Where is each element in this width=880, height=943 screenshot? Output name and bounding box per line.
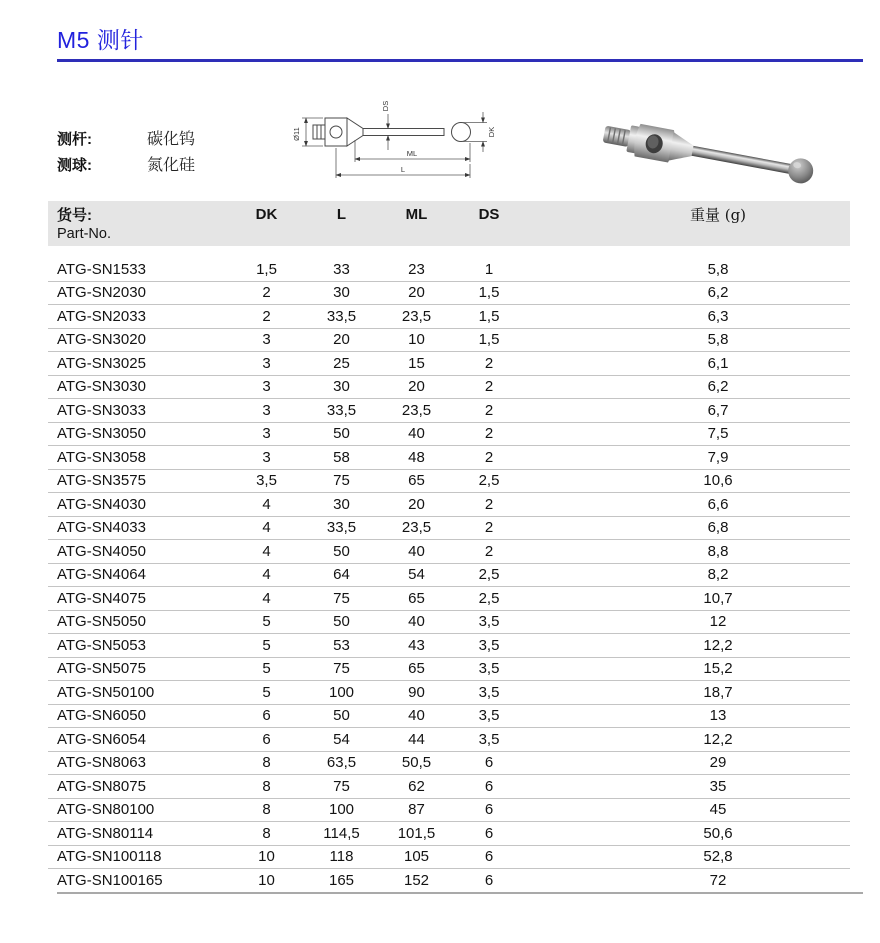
weight-cell: 6,8 [707,519,729,537]
ds-cell: 6 [484,777,494,795]
ds-cell: 3,5 [478,683,500,701]
l-cell: 75 [333,660,350,678]
table-bottom-rule [57,892,863,894]
ml-cell: 54 [408,566,425,584]
ds-cell: 6 [484,872,494,890]
ml-cell: 20 [408,284,425,302]
table-row [48,728,850,752]
weight-cell: 6,2 [707,284,729,302]
weight-cell: 18,7 [703,683,733,701]
ds-cell: 2,5 [478,472,500,490]
dk-cell: 3 [262,425,271,443]
material-specs [57,126,195,178]
part-number-cell: ATG-SN8075 [57,777,146,795]
ds-cell: 2,5 [478,589,500,607]
col-dk: DK [255,206,278,223]
weight-cell: 7,5 [707,425,729,443]
col-part-en: Part-No. [57,225,111,242]
stylus-dimension-drawing [291,88,513,198]
part-number-cell: ATG-SN50100 [57,683,155,701]
table-header-line1 [48,205,850,224]
weight-cell: 6,6 [707,495,729,513]
table-row [48,540,850,564]
l-cell: 75 [333,777,350,795]
part-number-cell: ATG-SN3058 [57,448,146,466]
ds-cell: 1,5 [478,284,500,302]
part-number-cell: ATG-SN80114 [57,824,154,842]
dk-cell: 2 [262,307,271,325]
part-number-cell: ATG-SN6050 [57,707,146,725]
table-row [48,869,850,893]
l-cell: 118 [329,848,354,866]
ds-cell: 2 [484,519,494,537]
ds-cell: 3,5 [478,730,500,748]
shaft-label: 测杆: [57,131,92,148]
ds-cell: 1,5 [478,307,500,325]
l-cell: 114,5 [323,824,360,842]
ds-cell: 2 [484,378,494,396]
part-number-cell: ATG-SN3033 [57,401,146,419]
ds-cell: 6 [484,801,494,819]
dim-l-label: L [400,165,406,174]
table-row [48,846,850,870]
l-cell: 50 [333,613,350,631]
table-row [48,705,850,729]
l-cell: 64 [333,566,350,584]
l-cell: 33,5 [326,307,357,325]
weight-cell: 10,6 [703,472,733,490]
weight-cell: 8,8 [707,542,729,560]
l-cell: 75 [333,472,350,490]
l-cell: 165 [328,872,355,890]
part-number-cell: ATG-SN3050 [57,425,146,443]
dk-cell: 4 [262,589,271,607]
dk-cell: 2 [262,284,271,302]
spec-table-body [48,258,850,893]
weight-cell: 12 [709,613,727,631]
title-underline [57,59,863,62]
dk-cell: 6 [262,707,271,725]
dk-cell: 5 [262,660,271,678]
part-number-cell: ATG-SN5053 [57,636,146,654]
page-title: M5 测针 [57,27,144,53]
ml-cell: 20 [408,378,425,396]
ds-cell: 1 [484,260,494,278]
weight-cell: 10,7 [703,589,733,607]
dk-cell: 3 [262,448,271,466]
ml-cell: 40 [408,425,425,443]
dk-cell: 4 [262,519,271,537]
table-row [48,775,850,799]
ml-cell: 23,5 [401,307,432,325]
table-row [48,634,850,658]
part-number-cell: ATG-SN3030 [57,378,146,396]
dk-cell: 10 [258,872,275,890]
ml-cell: 40 [408,613,425,631]
ds-cell: 2 [484,542,494,560]
dk-cell: 3 [262,401,271,419]
part-number-cell: ATG-SN4064 [57,566,146,584]
ds-cell: 2 [484,401,494,419]
ml-cell: 23,5 [401,519,432,537]
l-cell: 25 [333,354,350,372]
weight-cell: 6,1 [707,354,729,372]
ml-cell: 152 [403,872,430,890]
weight-cell: 8,2 [707,566,729,584]
ml-cell: 87 [408,801,425,819]
ball-label: 测球: [57,157,92,174]
table-row [48,423,850,447]
weight-cell: 12,2 [703,730,733,748]
ml-cell: 44 [408,730,425,748]
part-number-cell: ATG-SN5050 [57,613,146,631]
weight-cell: 29 [709,754,727,772]
table-row [48,352,850,376]
table-header [48,201,850,246]
part-number-cell: ATG-SN4050 [57,542,146,560]
table-row [48,493,850,517]
ml-cell: 43 [408,636,425,654]
table-row [48,681,850,705]
table-row [48,564,850,588]
ds-cell: 2 [484,425,494,443]
dk-cell: 5 [262,613,271,631]
table-row [48,822,850,846]
part-number-cell: ATG-SN2030 [57,284,146,302]
dk-cell: 8 [262,801,271,819]
part-number-cell: ATG-SN5075 [57,660,146,678]
dk-cell: 8 [262,754,271,772]
l-cell: 33,5 [326,401,357,419]
table-row [48,799,850,823]
spec-row-ball [57,152,195,178]
l-cell: 53 [333,636,350,654]
weight-cell: 12,2 [703,636,733,654]
part-number-cell: ATG-SN4075 [57,589,146,607]
weight-cell: 5,8 [707,260,729,278]
part-number-cell: ATG-SN4033 [57,519,146,537]
ml-cell: 65 [408,472,425,490]
dim-ds-label: DS [381,100,390,112]
dk-cell: 8 [262,777,271,795]
dk-cell: 5 [262,636,271,654]
ds-cell: 2,5 [478,566,500,584]
dim-ml-label: ML [406,149,418,158]
l-cell: 50 [333,425,350,443]
ds-cell: 3,5 [478,707,500,725]
dim-dk-label: DK [487,126,496,138]
l-cell: 50 [333,707,350,725]
part-number-cell: ATG-SN100118 [57,848,162,866]
table-row [48,446,850,470]
weight-cell: 6,7 [707,401,729,419]
ml-cell: 50,5 [401,754,432,772]
part-number-cell: ATG-SN3575 [57,472,146,490]
table-row [48,282,850,306]
weight-cell: 50,6 [703,824,733,842]
ml-cell: 15 [408,354,425,372]
part-number-cell: ATG-SN4030 [57,495,146,513]
ds-cell: 6 [484,824,494,842]
ml-cell: 23,5 [401,401,432,419]
col-ds: DS [478,206,500,223]
l-cell: 63,5 [326,754,357,772]
weight-cell: 52,8 [703,848,733,866]
part-number-cell: ATG-SN8063 [57,754,146,772]
part-number-cell: ATG-SN3025 [57,354,146,372]
ml-cell: 65 [408,660,425,678]
ds-cell: 2 [484,448,494,466]
l-cell: 30 [333,284,350,302]
ml-cell: 40 [408,707,425,725]
weight-cell: 15,2 [703,660,733,678]
ml-cell: 62 [408,777,425,795]
ml-cell: 23 [408,260,425,278]
dk-cell: 4 [262,566,271,584]
table-row [48,329,850,353]
dk-cell: 4 [262,542,271,560]
weight-cell: 45 [709,801,727,819]
ml-cell: 10 [408,331,425,349]
part-number-cell: ATG-SN100165 [57,872,163,890]
weight-cell: 6,2 [707,378,729,396]
ball-value: 氮化硅 [147,155,196,174]
weight-cell: 6,3 [707,307,729,325]
ml-cell: 65 [408,589,425,607]
table-row [48,470,850,494]
weight-cell: 35 [709,777,727,795]
table-row [48,587,850,611]
ds-cell: 1,5 [478,331,500,349]
table-row [48,517,850,541]
ml-cell: 101,5 [397,824,436,842]
l-cell: 58 [333,448,350,466]
ml-cell: 90 [408,683,425,701]
dk-cell: 3 [262,378,271,396]
part-number-cell: ATG-SN6054 [57,730,146,748]
l-cell: 100 [328,683,355,701]
dk-cell: 8 [262,824,271,842]
table-row [48,305,850,329]
part-number-cell: ATG-SN3020 [57,331,146,349]
l-cell: 50 [333,542,350,560]
col-ml: ML [405,206,428,223]
ml-cell: 48 [408,448,425,466]
l-cell: 33 [333,260,350,278]
shaft-value: 碳化钨 [147,129,196,148]
l-cell: 75 [333,589,350,607]
dk-cell: 6 [262,730,271,748]
ds-cell: 3,5 [478,636,500,654]
l-cell: 54 [333,730,350,748]
ds-cell: 6 [484,754,494,772]
dk-cell: 3 [262,331,271,349]
ml-cell: 105 [403,848,430,866]
table-row [48,611,850,635]
table-row [48,258,850,282]
ds-cell: 3,5 [478,613,500,631]
table-row [48,752,850,776]
weight-cell: 72 [709,872,727,890]
ml-cell: 40 [408,542,425,560]
ds-cell: 3,5 [478,660,500,678]
ds-cell: 2 [484,354,494,372]
part-number-cell: ATG-SN2033 [57,307,146,325]
weight-cell: 13 [709,707,727,725]
col-l: L [336,206,347,223]
weight-cell: 7,9 [707,448,729,466]
table-row [48,399,850,423]
col-weight: 重量 (g) [689,206,747,224]
dk-cell: 3,5 [256,472,277,490]
l-cell: 20 [333,331,350,349]
dk-cell: 10 [258,848,275,866]
dk-cell: 1,5 [256,260,277,278]
l-cell: 30 [333,495,350,513]
part-number-cell: ATG-SN1533 [57,260,146,278]
l-cell: 30 [333,378,350,396]
ds-cell: 2 [484,495,494,513]
dim-diameter-label: Ø11 [292,127,301,141]
ml-cell: 20 [408,495,425,513]
table-row [48,658,850,682]
l-cell: 33,5 [326,519,357,537]
dk-cell: 5 [262,683,271,701]
dk-cell: 3 [262,354,271,372]
stylus-product-photo [598,84,850,204]
col-part-zh: 货号: [57,207,92,224]
table-row [48,376,850,400]
spec-row-shaft [57,126,195,152]
dk-cell: 4 [262,495,271,513]
l-cell: 100 [328,801,355,819]
part-number-cell: ATG-SN80100 [57,801,155,819]
weight-cell: 5,8 [707,331,729,349]
ds-cell: 6 [484,848,494,866]
